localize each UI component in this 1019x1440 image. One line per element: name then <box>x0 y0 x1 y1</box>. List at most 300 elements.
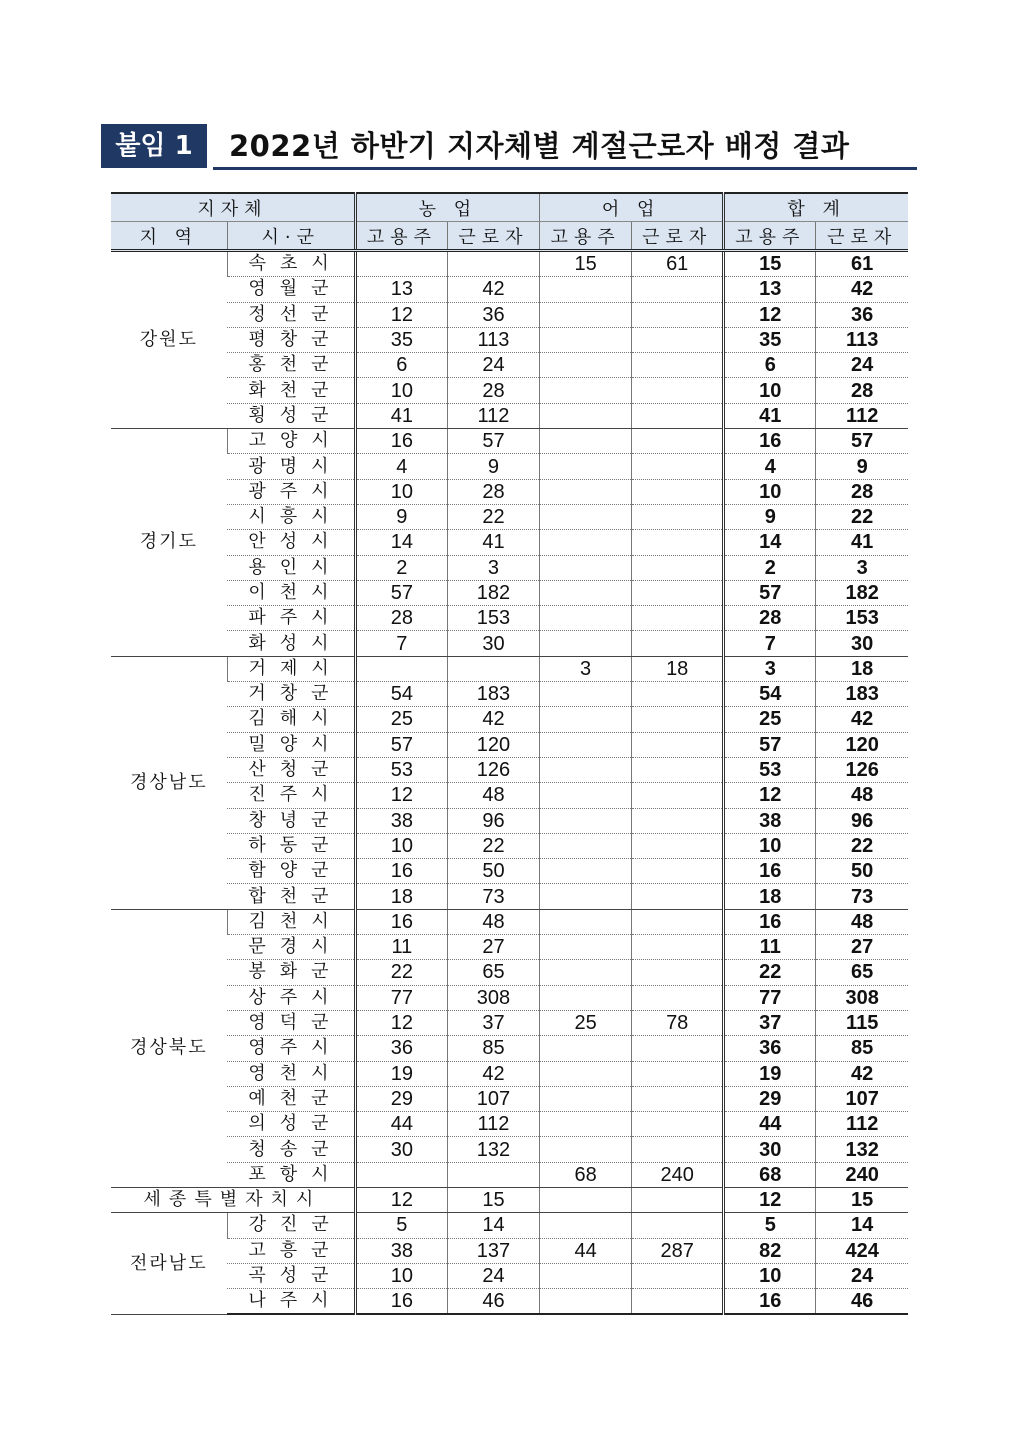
agri-employer-cell: 28 <box>355 606 447 631</box>
city-name: 영월군 <box>227 277 355 302</box>
fish-worker-cell <box>632 580 724 605</box>
agri-employer-cell: 12 <box>355 302 447 327</box>
table-row <box>111 454 908 479</box>
fish-employer-cell <box>540 1263 632 1288</box>
agri-employer-cell: 38 <box>355 1238 447 1263</box>
city-name: 안성시 <box>227 530 355 555</box>
total-worker-cell: 24 <box>816 353 908 378</box>
region-name: 경기도 <box>111 429 227 657</box>
agri-employer-cell: 10 <box>355 1263 447 1288</box>
agri-worker-cell: 182 <box>447 580 539 605</box>
region-name: 강원도 <box>111 251 227 429</box>
agri-employer-cell: 16 <box>355 429 447 454</box>
total-employer-cell: 15 <box>724 251 816 277</box>
agri-employer-cell: 13 <box>355 277 447 302</box>
agri-worker-cell: 42 <box>447 707 539 732</box>
fish-worker-cell <box>632 530 724 555</box>
total-employer-cell: 68 <box>724 1162 816 1187</box>
attachment-badge: 붙임 1 <box>101 124 207 168</box>
fish-employer-cell <box>540 378 632 403</box>
total-employer-cell: 37 <box>724 1010 816 1035</box>
city-name: 강진군 <box>227 1213 355 1238</box>
agri-employer-cell: 2 <box>355 555 447 580</box>
fish-worker-cell <box>632 859 724 884</box>
city-name: 진주시 <box>227 783 355 808</box>
total-worker-cell: 46 <box>816 1289 908 1315</box>
fish-worker-cell <box>632 1036 724 1061</box>
fish-employer-cell <box>540 935 632 960</box>
fish-worker-cell: 61 <box>632 251 724 277</box>
total-employer-cell: 18 <box>724 884 816 909</box>
agri-employer-cell: 10 <box>355 833 447 858</box>
total-employer-cell: 82 <box>724 1238 816 1263</box>
total-worker-cell: 132 <box>816 1137 908 1162</box>
fish-worker-cell <box>632 1137 724 1162</box>
total-worker-cell: 9 <box>816 454 908 479</box>
fish-employer-cell <box>540 909 632 934</box>
fish-employer-cell <box>540 504 632 529</box>
agri-worker-cell: 27 <box>447 935 539 960</box>
total-employer-cell: 10 <box>724 479 816 504</box>
table-row <box>111 1289 908 1315</box>
fish-employer-cell <box>540 960 632 985</box>
city-name: 영천시 <box>227 1061 355 1086</box>
city-name: 횡성군 <box>227 403 355 428</box>
city-name: 김해시 <box>227 707 355 732</box>
fish-worker-cell <box>632 985 724 1010</box>
total-worker-cell: 3 <box>816 555 908 580</box>
city-name: 의성군 <box>227 1112 355 1137</box>
total-employer-cell: 10 <box>724 1263 816 1288</box>
total-worker-cell: 42 <box>816 1061 908 1086</box>
agri-worker-cell: 30 <box>447 631 539 656</box>
total-worker-cell: 85 <box>816 1036 908 1061</box>
fish-worker-cell <box>632 631 724 656</box>
total-worker-cell: 41 <box>816 530 908 555</box>
agri-employer-cell: 38 <box>355 808 447 833</box>
agri-employer-cell: 6 <box>355 353 447 378</box>
agri-worker-cell: 50 <box>447 859 539 884</box>
total-worker-cell: 30 <box>816 631 908 656</box>
city-name: 문경시 <box>227 935 355 960</box>
table-row <box>111 555 908 580</box>
total-worker-cell: 14 <box>816 1213 908 1238</box>
total-worker-cell: 22 <box>816 833 908 858</box>
agri-worker-cell: 308 <box>447 985 539 1010</box>
table-row <box>111 1238 908 1263</box>
agri-worker-cell: 37 <box>447 1010 539 1035</box>
total-employer-cell: 4 <box>724 454 816 479</box>
agri-worker-cell: 24 <box>447 1263 539 1288</box>
table-row <box>111 783 908 808</box>
city-name: 이천시 <box>227 580 355 605</box>
total-employer-cell: 5 <box>724 1213 816 1238</box>
table-row <box>111 327 908 352</box>
fish-employer-cell <box>540 1289 632 1315</box>
agri-worker-cell: 42 <box>447 1061 539 1086</box>
city-name: 홍천군 <box>227 353 355 378</box>
header-region: 지 역 <box>111 222 227 251</box>
table-row <box>111 884 908 909</box>
agri-worker-cell: 28 <box>447 479 539 504</box>
fish-employer-cell <box>540 555 632 580</box>
agri-employer-cell: 12 <box>355 783 447 808</box>
agri-worker-cell <box>447 251 539 277</box>
table-row <box>111 808 908 833</box>
fish-employer-cell <box>540 859 632 884</box>
table-row <box>111 833 908 858</box>
fish-employer-cell <box>540 707 632 732</box>
fish-employer-cell <box>540 1213 632 1238</box>
fish-employer-cell <box>540 1061 632 1086</box>
fish-worker-cell <box>632 1112 724 1137</box>
agri-employer-cell <box>355 251 447 277</box>
fish-employer-cell <box>540 1112 632 1137</box>
agri-employer-cell: 7 <box>355 631 447 656</box>
total-employer-cell: 7 <box>724 631 816 656</box>
total-worker-cell: 112 <box>816 403 908 428</box>
total-employer-cell: 19 <box>724 1061 816 1086</box>
agri-employer-cell: 25 <box>355 707 447 732</box>
fish-worker-cell <box>632 504 724 529</box>
agri-worker-cell: 14 <box>447 1213 539 1238</box>
fish-worker-cell <box>632 682 724 707</box>
table-row <box>111 859 908 884</box>
agri-worker-cell: 183 <box>447 682 539 707</box>
agri-employer-cell: 12 <box>355 1187 447 1212</box>
table-row <box>111 479 908 504</box>
table-row <box>111 504 908 529</box>
fish-employer-cell <box>540 985 632 1010</box>
total-employer-cell: 13 <box>724 277 816 302</box>
agri-employer-cell: 12 <box>355 1010 447 1035</box>
agri-employer-cell: 5 <box>355 1213 447 1238</box>
agri-employer-cell: 57 <box>355 580 447 605</box>
fish-worker-cell <box>632 808 724 833</box>
total-employer-cell: 57 <box>724 580 816 605</box>
table-row <box>111 960 908 985</box>
agri-employer-cell: 11 <box>355 935 447 960</box>
header-fishery: 어 업 <box>540 193 724 222</box>
city-name: 고양시 <box>227 429 355 454</box>
total-worker-cell: 50 <box>816 859 908 884</box>
fish-worker-cell: 18 <box>632 656 724 681</box>
total-employer-cell: 12 <box>724 1187 816 1212</box>
fish-worker-cell: 240 <box>632 1162 724 1187</box>
total-employer-cell: 53 <box>724 757 816 782</box>
table-row <box>111 757 908 782</box>
fish-worker-cell <box>632 909 724 934</box>
total-worker-cell: 113 <box>816 327 908 352</box>
fish-worker-cell <box>632 1061 724 1086</box>
city-name: 밀양시 <box>227 732 355 757</box>
total-worker-cell: 24 <box>816 1263 908 1288</box>
table-row <box>111 631 908 656</box>
table-row <box>111 429 908 454</box>
total-employer-cell: 10 <box>724 833 816 858</box>
total-employer-cell: 41 <box>724 403 816 428</box>
header-agriculture: 농 업 <box>355 193 539 222</box>
total-employer-cell: 36 <box>724 1036 816 1061</box>
fish-employer-cell <box>540 1086 632 1111</box>
table-row <box>111 707 908 732</box>
total-worker-cell: 96 <box>816 808 908 833</box>
header-agri-worker: 근로자 <box>447 222 539 251</box>
city-name: 시흥시 <box>227 504 355 529</box>
fish-employer-cell <box>540 429 632 454</box>
total-worker-cell: 112 <box>816 1112 908 1137</box>
total-employer-cell: 28 <box>724 606 816 631</box>
agri-worker-cell: 113 <box>447 327 539 352</box>
fish-worker-cell <box>632 454 724 479</box>
fish-worker-cell <box>632 1213 724 1238</box>
agri-worker-cell: 42 <box>447 277 539 302</box>
total-employer-cell: 38 <box>724 808 816 833</box>
allocation-table <box>111 192 908 1315</box>
total-employer-cell: 29 <box>724 1086 816 1111</box>
city-name: 하동군 <box>227 833 355 858</box>
fish-worker-cell <box>632 302 724 327</box>
header-row-groups <box>111 193 908 222</box>
fish-employer-cell <box>540 783 632 808</box>
fish-worker-cell <box>632 429 724 454</box>
total-employer-cell: 30 <box>724 1137 816 1162</box>
agri-employer-cell: 19 <box>355 1061 447 1086</box>
total-worker-cell: 115 <box>816 1010 908 1035</box>
fish-employer-cell <box>540 530 632 555</box>
agri-employer-cell: 9 <box>355 504 447 529</box>
agri-worker-cell: 126 <box>447 757 539 782</box>
fish-worker-cell <box>632 1289 724 1315</box>
agri-employer-cell <box>355 656 447 681</box>
city-name: 거창군 <box>227 682 355 707</box>
fish-employer-cell <box>540 454 632 479</box>
city-name: 포항시 <box>227 1162 355 1187</box>
agri-employer-cell: 77 <box>355 985 447 1010</box>
agri-employer-cell: 4 <box>355 454 447 479</box>
city-name: 고흥군 <box>227 1238 355 1263</box>
total-worker-cell: 120 <box>816 732 908 757</box>
fish-worker-cell <box>632 353 724 378</box>
fish-employer-cell: 44 <box>540 1238 632 1263</box>
total-worker-cell: 36 <box>816 302 908 327</box>
title-underline <box>213 167 917 170</box>
fish-worker-cell <box>632 707 724 732</box>
fish-employer-cell <box>540 808 632 833</box>
table-body <box>111 251 908 1315</box>
agri-worker-cell: 120 <box>447 732 539 757</box>
fish-employer-cell <box>540 732 632 757</box>
agri-employer-cell: 30 <box>355 1137 447 1162</box>
fish-employer-cell <box>540 682 632 707</box>
fish-employer-cell <box>540 277 632 302</box>
total-worker-cell: 182 <box>816 580 908 605</box>
fish-worker-cell <box>632 960 724 985</box>
fish-worker-cell <box>632 757 724 782</box>
agri-worker-cell: 36 <box>447 302 539 327</box>
total-worker-cell: 18 <box>816 656 908 681</box>
agri-worker-cell: 24 <box>447 353 539 378</box>
total-worker-cell: 183 <box>816 682 908 707</box>
total-worker-cell: 42 <box>816 277 908 302</box>
total-worker-cell: 28 <box>816 378 908 403</box>
region-name: 세종특별자치시 <box>111 1187 355 1212</box>
total-employer-cell: 3 <box>724 656 816 681</box>
agri-worker-cell <box>447 1162 539 1187</box>
header-fish-employer: 고용주 <box>540 222 632 251</box>
agri-worker-cell: 153 <box>447 606 539 631</box>
table-row <box>111 1086 908 1111</box>
agri-employer-cell: 16 <box>355 859 447 884</box>
region-name: 경상남도 <box>111 656 227 909</box>
agri-employer-cell: 22 <box>355 960 447 985</box>
fish-employer-cell <box>540 1036 632 1061</box>
city-name: 용인시 <box>227 555 355 580</box>
table-row <box>111 656 908 681</box>
city-name: 창녕군 <box>227 808 355 833</box>
fish-worker-cell: 287 <box>632 1238 724 1263</box>
total-employer-cell: 9 <box>724 504 816 529</box>
fish-worker-cell <box>632 833 724 858</box>
agri-worker-cell: 22 <box>447 504 539 529</box>
total-employer-cell: 22 <box>724 960 816 985</box>
table-row <box>111 1263 908 1288</box>
agri-worker-cell: 96 <box>447 808 539 833</box>
page-title: 2022년 하반기 지자체별 계절근로자 배정 결과 <box>229 129 850 163</box>
fish-employer-cell <box>540 479 632 504</box>
city-name: 화천군 <box>227 378 355 403</box>
region-name: 경상북도 <box>111 909 227 1187</box>
table-row <box>111 909 908 934</box>
agri-worker-cell <box>447 656 539 681</box>
total-worker-cell: 153 <box>816 606 908 631</box>
fish-worker-cell <box>632 479 724 504</box>
fish-employer-cell: 3 <box>540 656 632 681</box>
total-employer-cell: 16 <box>724 429 816 454</box>
city-name: 광명시 <box>227 454 355 479</box>
agri-employer-cell: 41 <box>355 403 447 428</box>
fish-worker-cell: 78 <box>632 1010 724 1035</box>
total-worker-cell: 48 <box>816 909 908 934</box>
fish-worker-cell <box>632 327 724 352</box>
agri-worker-cell: 15 <box>447 1187 539 1212</box>
table-row <box>111 1187 908 1212</box>
agri-worker-cell: 137 <box>447 1238 539 1263</box>
header-total: 합 계 <box>724 193 908 222</box>
fish-employer-cell <box>540 302 632 327</box>
table-row <box>111 1010 908 1035</box>
table-row <box>111 378 908 403</box>
city-name: 파주시 <box>227 606 355 631</box>
agri-employer-cell: 10 <box>355 378 447 403</box>
total-worker-cell: 308 <box>816 985 908 1010</box>
total-worker-cell: 61 <box>816 251 908 277</box>
agri-worker-cell: 132 <box>447 1137 539 1162</box>
agri-worker-cell: 57 <box>447 429 539 454</box>
table-row <box>111 277 908 302</box>
fish-worker-cell <box>632 935 724 960</box>
fish-employer-cell <box>540 884 632 909</box>
total-employer-cell: 12 <box>724 783 816 808</box>
fish-employer-cell <box>540 403 632 428</box>
total-employer-cell: 2 <box>724 555 816 580</box>
table-row <box>111 1112 908 1137</box>
fish-employer-cell <box>540 580 632 605</box>
table-row <box>111 403 908 428</box>
fish-employer-cell: 25 <box>540 1010 632 1035</box>
fish-employer-cell <box>540 1137 632 1162</box>
table-row <box>111 682 908 707</box>
total-worker-cell: 107 <box>816 1086 908 1111</box>
total-employer-cell: 54 <box>724 682 816 707</box>
fish-worker-cell <box>632 783 724 808</box>
city-name: 산청군 <box>227 757 355 782</box>
fish-employer-cell <box>540 327 632 352</box>
fish-worker-cell <box>632 1263 724 1288</box>
fish-employer-cell: 15 <box>540 251 632 277</box>
fish-worker-cell <box>632 403 724 428</box>
city-name: 봉화군 <box>227 960 355 985</box>
agri-employer-cell: 16 <box>355 909 447 934</box>
fish-worker-cell <box>632 732 724 757</box>
city-name: 상주시 <box>227 985 355 1010</box>
total-employer-cell: 77 <box>724 985 816 1010</box>
agri-worker-cell: 3 <box>447 555 539 580</box>
table-row <box>111 302 908 327</box>
fish-worker-cell <box>632 884 724 909</box>
agri-employer-cell: 29 <box>355 1086 447 1111</box>
total-worker-cell: 22 <box>816 504 908 529</box>
city-name: 합천군 <box>227 884 355 909</box>
city-name: 청송군 <box>227 1137 355 1162</box>
total-employer-cell: 44 <box>724 1112 816 1137</box>
total-employer-cell: 6 <box>724 353 816 378</box>
fish-worker-cell <box>632 1187 724 1212</box>
fish-employer-cell <box>540 1187 632 1212</box>
city-name: 평창군 <box>227 327 355 352</box>
table-row <box>111 1036 908 1061</box>
city-name: 속초시 <box>227 251 355 277</box>
header-total-employer: 고용주 <box>724 222 816 251</box>
table-row <box>111 251 908 277</box>
agri-employer-cell: 54 <box>355 682 447 707</box>
agri-employer-cell: 10 <box>355 479 447 504</box>
city-name: 함양군 <box>227 859 355 884</box>
agri-employer-cell: 36 <box>355 1036 447 1061</box>
total-employer-cell: 25 <box>724 707 816 732</box>
total-worker-cell: 42 <box>816 707 908 732</box>
header-fish-worker: 근로자 <box>632 222 724 251</box>
total-employer-cell: 16 <box>724 859 816 884</box>
fish-worker-cell <box>632 1086 724 1111</box>
agri-worker-cell: 65 <box>447 960 539 985</box>
city-name: 정선군 <box>227 302 355 327</box>
total-worker-cell: 15 <box>816 1187 908 1212</box>
table-row <box>111 353 908 378</box>
fish-worker-cell <box>632 606 724 631</box>
fish-employer-cell <box>540 833 632 858</box>
document-title-block <box>101 124 917 170</box>
table-row <box>111 985 908 1010</box>
fish-worker-cell <box>632 555 724 580</box>
table-row <box>111 1137 908 1162</box>
total-employer-cell: 35 <box>724 327 816 352</box>
city-name: 예천군 <box>227 1086 355 1111</box>
agri-worker-cell: 28 <box>447 378 539 403</box>
total-employer-cell: 16 <box>724 1289 816 1315</box>
city-name: 나주시 <box>227 1289 355 1315</box>
agri-employer-cell: 35 <box>355 327 447 352</box>
